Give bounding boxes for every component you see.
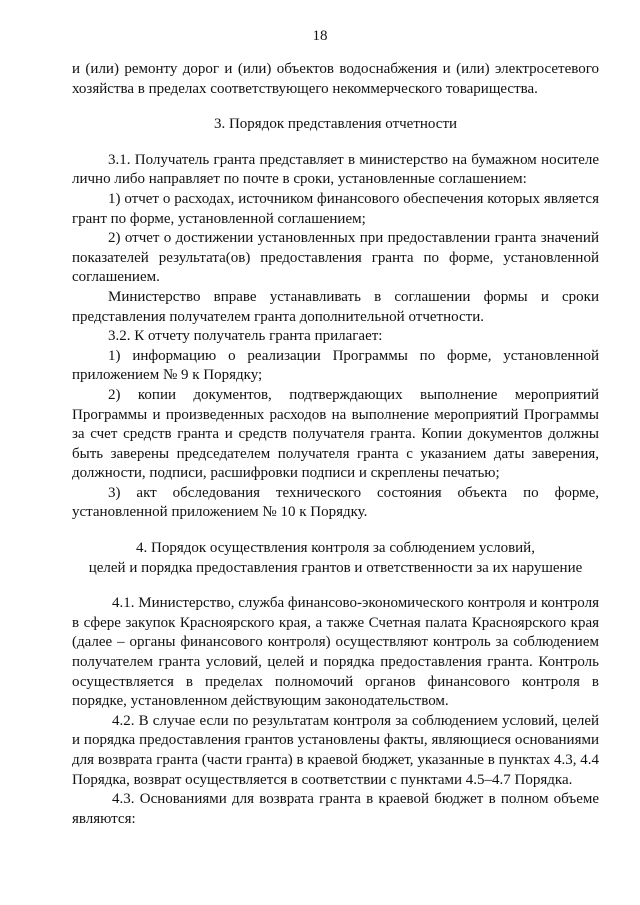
paragraph-3-2: 3.2. К отчету получатель гранта прилагает: (108, 328, 383, 345)
intro-paragraph: и (или) ремонту дорог и (или) объектов водоснабжения и (или) электросетевого хозяйства в пределах соответствующего некоммерческого товарищества. (72, 61, 599, 97)
paragraph-3-1: 3.1. Получатель гранта представляет в министерство на бумажном носителе лично либо направляет по почте в сроки, установленные соглашением: (72, 151, 599, 188)
paragraph-4-3: 4.3. Основаниями для возврата гранта в краевой бюджет в полном объеме являются: (72, 791, 599, 827)
paragraph-3-2-item-3: 3) акт обследования технического состояния объекта по форме, установленной приложением № 10 к Порядку. (72, 484, 599, 521)
paragraph-3-1-item-1: 1) отчет о расходах, источником финансового обеспечения которых является грант по форме, установленной соглашением; (72, 190, 599, 227)
section-4-heading-line-2: целей и порядка предоставления грантов и ответственности за их нарушение (88, 559, 583, 576)
paragraph-3-2-item-2: 2) копии документов, подтверждающих выполнение мероприятий Программы и произведенных расходов на выполнение мероприятий Программы за счет средств гранта и средств получателя гранта. Копии документов должны быть заверены председателем получателя гранта с указанием даты заверения, должности, подписи, расшифровки подписи и скреплены печатью; (72, 386, 599, 482)
paragraph-3-1-item-2: 2) отчет о достижении установленных при предоставлении гранта значений показателей результата(ов) предоставления гранта по форме, установленной соглашением. (72, 230, 599, 286)
section-3-heading: 3. Порядок представления отчетности (213, 116, 458, 133)
section-4-heading-line-1: 4. Порядок осуществления контроля за соблюдением условий, (136, 540, 535, 557)
page-number: 18 (312, 28, 328, 44)
page-content (72, 60, 599, 829)
paragraph-3-1-note: Министерство вправе устанавливать в соглашении формы и сроки представления получателем гранта дополнительной отчетности. (72, 288, 599, 325)
paragraph-4-1: 4.1. Министерство, служба финансово-экономического контроля и контроля в сфере закупок Красноярского края, а также Счетная палата Красноярского края (далее – органы финансового контроля) осуществляют контроль за соблюдением получателем гранта условий, целей и порядка предоставления гранта. Контроль осуществляется в пределах полномочий органов финансового контроля в порядке, установленном действующим законодательством. (72, 595, 599, 710)
paragraph-4-2: 4.2. В случае если по результатам контроля за соблюдением условий, целей и порядка предоставления грантов установлены факты, являющиеся основаниями для возврата гранта (части гранта) в краевой бюджет, указанные в пунктах 4.3, 4.4 Порядка, возврат осуществляется в соответствии с пунктами 4.5–4.7 Порядка. (72, 712, 599, 788)
paragraph-3-2-item-1: 1) информацию о реализации Программы по форме, установленной приложением № 9 к Порядку; (72, 347, 599, 384)
